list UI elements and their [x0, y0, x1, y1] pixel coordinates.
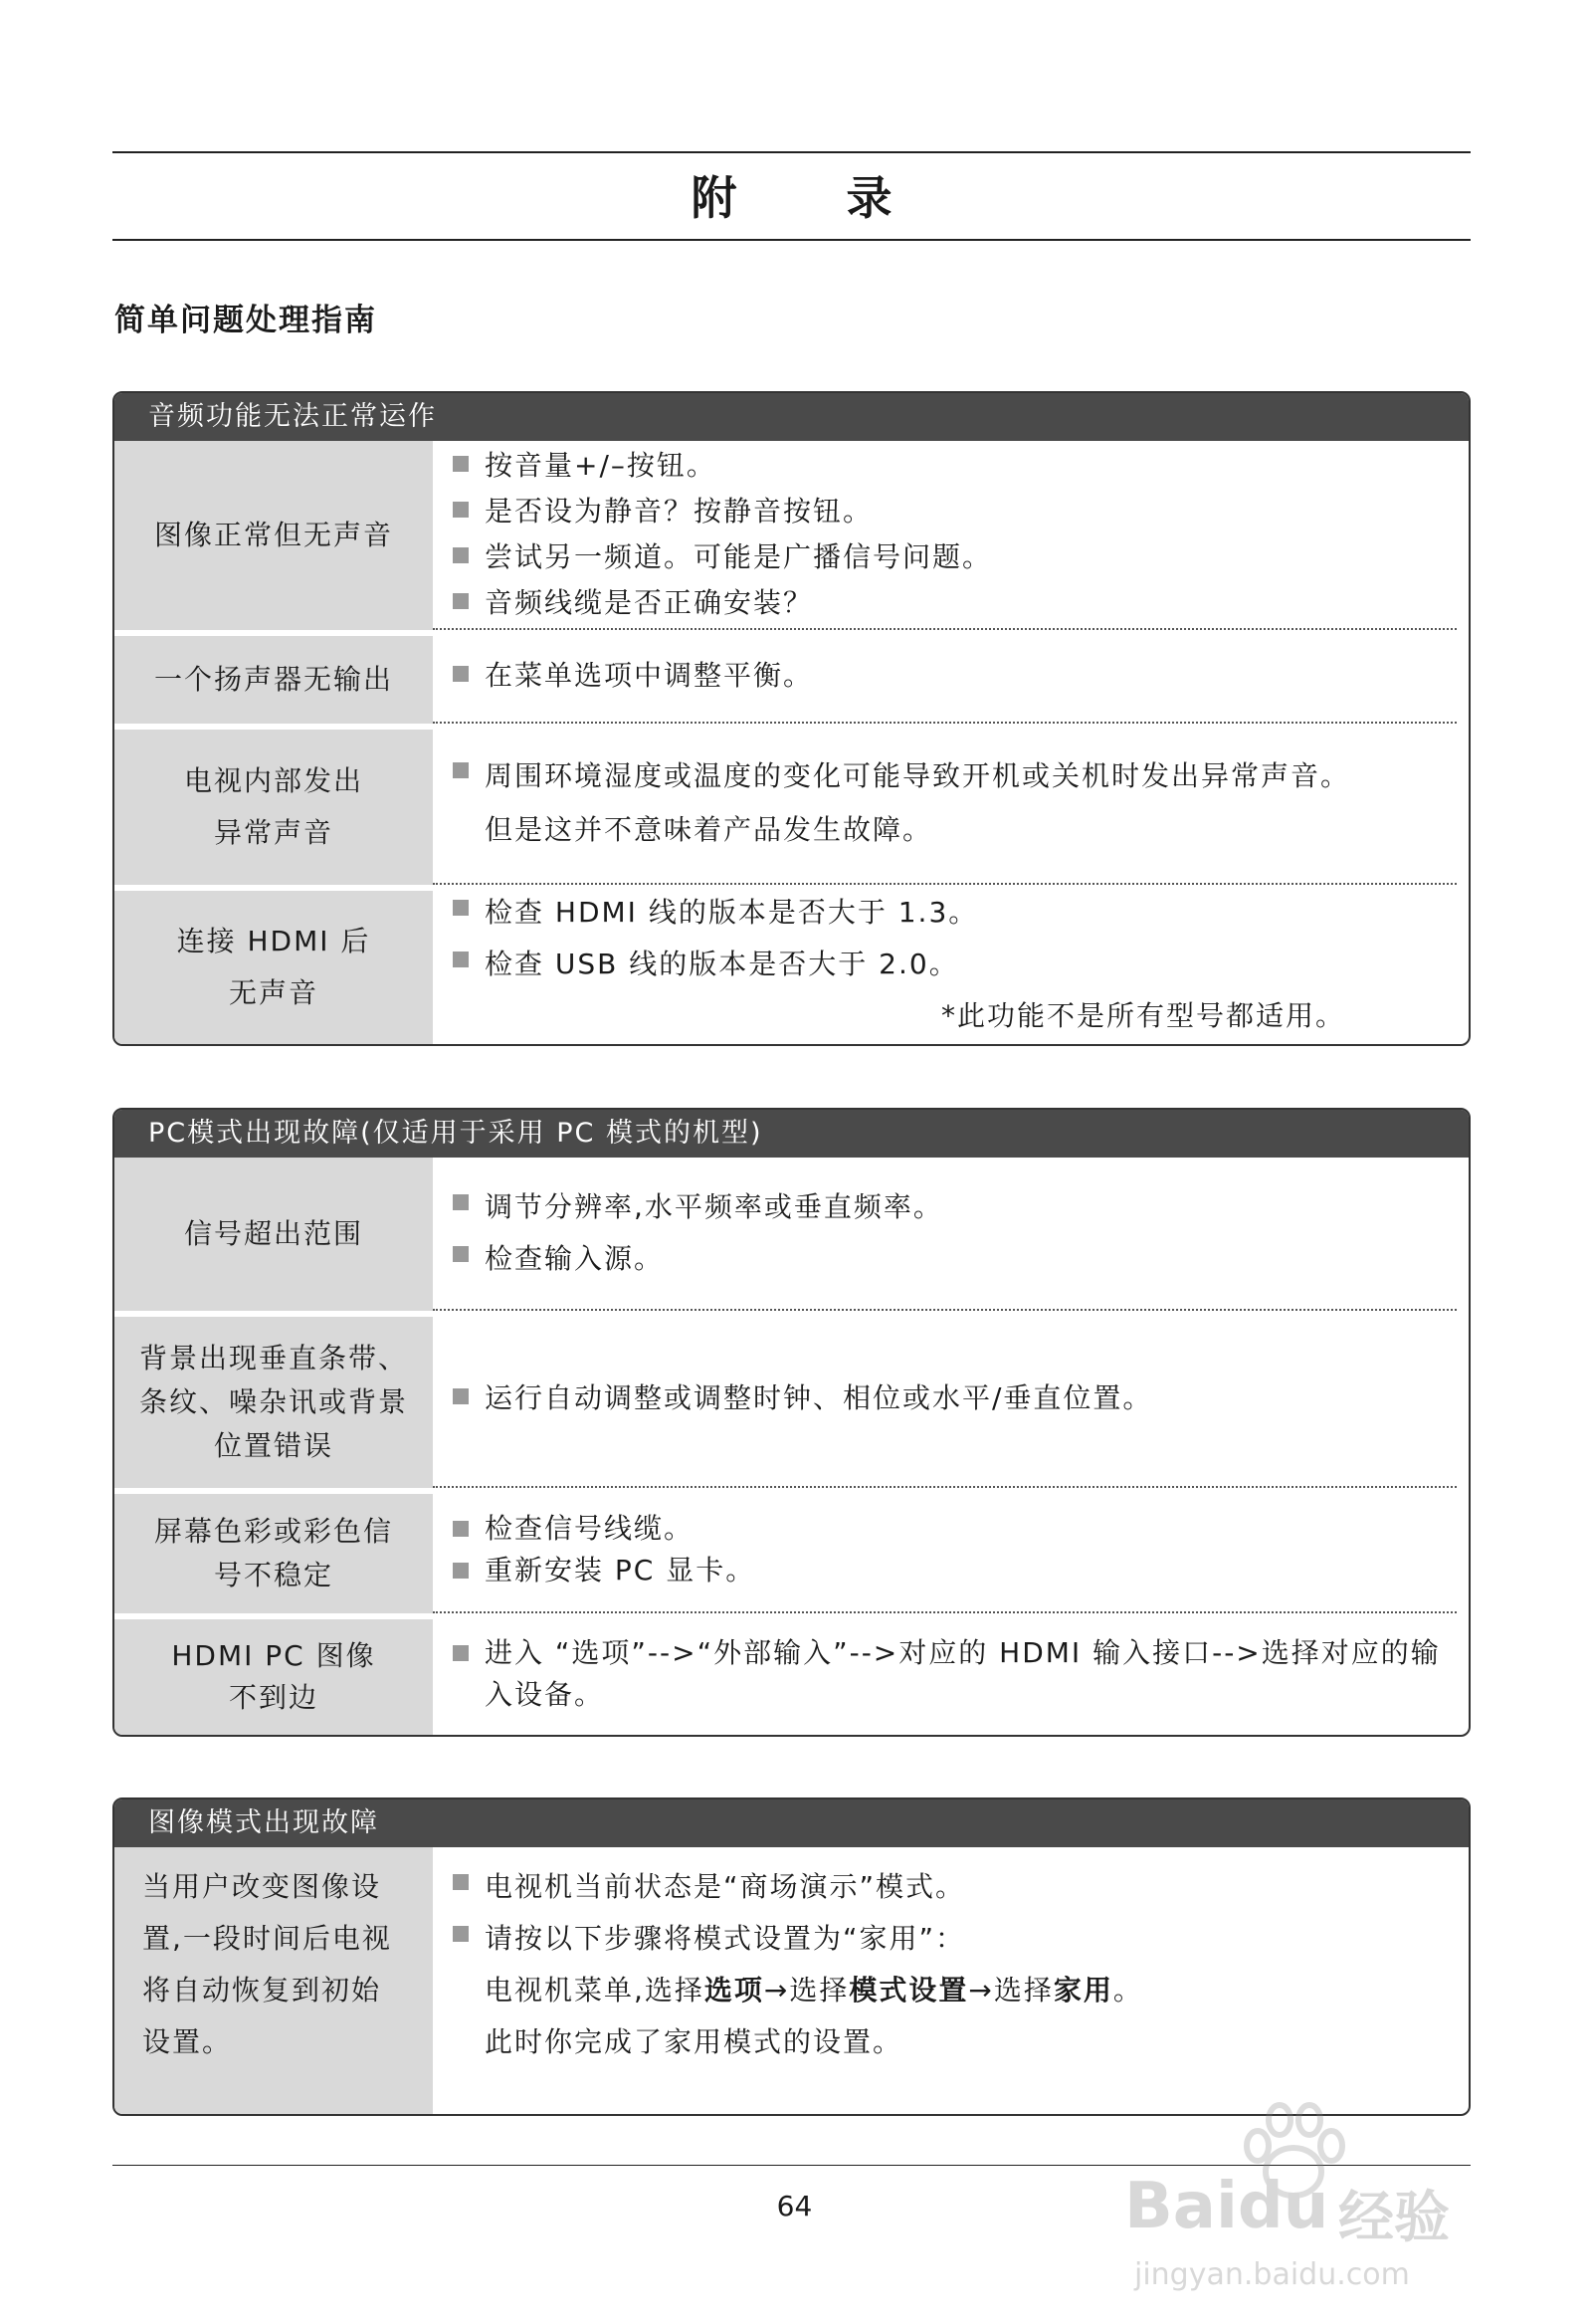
square-bullet-icon [453, 1521, 469, 1537]
solution-item: 检查 HDMI 线的版本是否大于 1.3。 [449, 887, 1455, 939]
square-bullet-icon [453, 1388, 469, 1404]
symptom-cell: 屏幕色彩或彩色信 号不稳定 [114, 1488, 433, 1613]
solution-cell [433, 1613, 1469, 1735]
solution-item: 检查 USB 线的版本是否大于 2.0。 [449, 939, 1455, 990]
table-row [114, 1158, 1469, 1311]
page-number: 64 [776, 2190, 813, 2222]
page-title: 附录 [691, 171, 1002, 225]
square-bullet-icon [453, 900, 469, 916]
solution-item: 重新安装 PC 显卡。 [449, 1550, 1443, 1591]
solution-item: 检查信号线缆。 [449, 1508, 1443, 1550]
table-row [114, 1613, 1469, 1735]
solution-item: 在菜单选项中调整平衡。 [449, 653, 1443, 699]
solution-item: 是否设为静音？按静音按钮。 [449, 489, 1443, 534]
square-bullet-icon [453, 666, 469, 682]
top-rule [112, 151, 1471, 153]
solution-cell [433, 1158, 1457, 1311]
square-bullet-icon [453, 593, 469, 609]
menu-steps: 电视机菜单,选择选项→选择模式设置→选择家用。 [485, 1974, 1143, 2007]
symptom-cell: 一个扬声器无输出 [114, 630, 433, 724]
table-row [114, 441, 1469, 630]
table-row [114, 1488, 1469, 1613]
square-bullet-icon [453, 502, 469, 518]
symptom-cell: 连接 HDMI 后 无声音 [114, 885, 433, 1044]
square-bullet-icon [453, 1645, 469, 1661]
pc-panel [112, 1108, 1471, 1737]
picture-panel [112, 1797, 1471, 2116]
baidu-watermark [1114, 2100, 1492, 2299]
solution-cell [433, 1488, 1457, 1613]
square-bullet-icon [453, 456, 469, 472]
solution-cell [433, 1847, 1469, 2114]
completion-note: 此时你完成了家用模式的设置。 [485, 2025, 903, 2058]
watermark-label: 经验 [1338, 2186, 1450, 2250]
solution-cell [433, 441, 1457, 630]
watermark-url: jingyan.baidu.com [1134, 2257, 1410, 2292]
pc-panel-header: PC模式出现故障(仅适用于采用 PC 模式的机型) [114, 1110, 1469, 1158]
square-bullet-icon [453, 1563, 469, 1579]
solution-item: 按音量+/–按钮。 [449, 443, 1443, 489]
model-note: *此功能不是所有型号都适用。 [940, 999, 1345, 1032]
symptom-cell: 电视内部发出 异常声音 [114, 724, 433, 885]
solution-continuation: 但是这并不意味着产品发生故障。 [485, 813, 933, 846]
solution-item: 进入 “选项”-->“外部输入”-->对应的 HDMI 输入接口-->选择对应的输入设备。 [449, 1632, 1455, 1716]
table-row [114, 1311, 1469, 1488]
watermark-brand: Baidu [1124, 2170, 1329, 2243]
solution-item: 调节分辨率,水平频率或垂直频率。 [449, 1181, 1443, 1233]
square-bullet-icon [453, 547, 469, 563]
square-bullet-icon [453, 1874, 469, 1890]
square-bullet-icon [453, 1194, 469, 1210]
section-heading: 简单问题处理指南 [114, 303, 377, 338]
solution-item: 电视机当前状态是“商场演示”模式。 [449, 1861, 1455, 1913]
solution-item: 音频线缆是否正确安装？ [449, 580, 1443, 626]
solution-item: 检查输入源。 [449, 1233, 1443, 1285]
audio-panel [112, 391, 1471, 1046]
symptom-cell: 背景出现垂直条带、 条纹、噪杂讯或背景 位置错误 [114, 1311, 433, 1488]
symptom-cell: 图像正常但无声音 [114, 441, 433, 630]
table-row [114, 1847, 1469, 2114]
solution-item: 周围环境湿度或温度的变化可能导致开机或关机时发出异常声音。 [449, 749, 1443, 803]
solution-cell [433, 885, 1469, 1044]
square-bullet-icon [453, 1246, 469, 1262]
solution-cell [433, 630, 1457, 724]
symptom-cell: HDMI PC 图像 不到边 [114, 1613, 433, 1735]
symptom-cell: 当用户改变图像设 置,一段时间后电视 将自动恢复到初始 设置。 [114, 1847, 433, 2114]
solution-cell [433, 724, 1457, 885]
picture-panel-header: 图像模式出现故障 [114, 1799, 1469, 1847]
table-row [114, 630, 1469, 724]
audio-panel-header: 音频功能无法正常运作 [114, 393, 1469, 441]
symptom-cell: 信号超出范围 [114, 1158, 433, 1311]
table-row [114, 724, 1469, 885]
solution-cell [433, 1311, 1457, 1488]
solution-item: 请按以下步骤将模式设置为“家用”： [449, 1913, 1455, 1965]
square-bullet-icon [453, 951, 469, 967]
title-rule [112, 239, 1471, 241]
square-bullet-icon [453, 1926, 469, 1942]
table-row [114, 885, 1469, 1044]
solution-item: 运行自动调整或调整时钟、相位或水平/垂直位置。 [449, 1375, 1443, 1421]
solution-item: 尝试另一频道。可能是广播信号问题。 [449, 534, 1443, 580]
square-bullet-icon [453, 762, 469, 778]
